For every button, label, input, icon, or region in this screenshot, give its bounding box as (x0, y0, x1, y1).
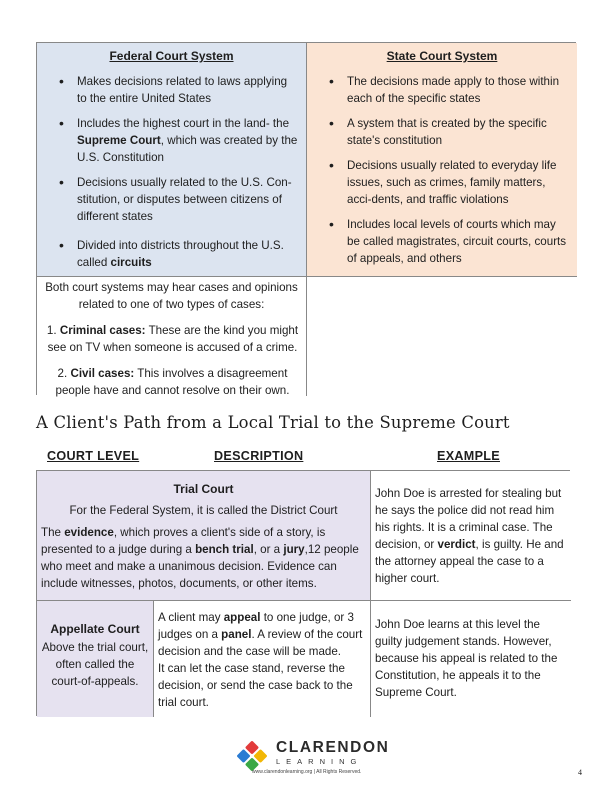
logo-piece (236, 749, 250, 763)
description-heading: DESCRIPTION (214, 449, 304, 463)
appellate-court-description: A client may appeal to one judge, or 3 judges on a panel. A review of the court decision and the case will be made. It can let the case stand, reverse the decision, or send the case back to the trial court. (154, 601, 371, 717)
empty-cell (307, 277, 577, 396)
list-item: • Includes local levels of courts which may be called magistrates, circuit courts, courts of appeals, and others (307, 216, 577, 267)
brand-name: CLARENDON (276, 739, 390, 756)
appellate-court-cell (37, 601, 154, 717)
federal-column (37, 43, 307, 277)
state-heading: State Court System (386, 49, 498, 63)
page-number: 4 (578, 768, 582, 777)
state-column (307, 43, 577, 277)
logo-piece (253, 749, 267, 763)
court-path-table (36, 470, 570, 716)
case-types-cell (37, 277, 307, 396)
example-heading: EXAMPLE (437, 449, 500, 463)
trial-court-description: The evidence, which proves a client's side of a story, is presented to a judge during a bench trial, or a jury,12 people who meet and make a unanimous decision. Evidence can include witnesses, photos, documents, or other items. (41, 526, 359, 590)
list-item: • Includes the highest court in the land- the Supreme Court, which was created by the U.S. Constitution (37, 115, 306, 166)
brand-url: www.clarendonlearning.org | All Rights Reserved. (252, 769, 362, 775)
state-list (307, 73, 577, 267)
trial-court-title: Trial Court (173, 482, 234, 496)
path-title: A Client's Path from a Local Trial to the Supreme Court (36, 413, 510, 432)
trial-court-example: John Doe is arrested for stealing but he says the police did not read him his rights. It is a criminal case. The decision, or verdict, is guilty. He and the attorney appeal the case to a higher court. (371, 471, 571, 601)
case-types-intro: Both court systems may hear cases and opinions related to one of two types of cases: (45, 281, 298, 311)
court-level-heading: COURT LEVEL (47, 449, 140, 463)
criminal-case: 1. Criminal cases: These are the kind you might see on TV when someone is accused of a crime. (46, 324, 299, 354)
federal-list (37, 73, 306, 271)
appellate-court-title: Appellate Court (50, 622, 140, 636)
list-item: • Divided into districts throughout the U.S. called circuits (37, 237, 306, 271)
list-item: • Makes decisions related to laws applying to the entire United States (37, 73, 306, 107)
court-comparison-table (36, 42, 576, 395)
list-item: • A system that is created by the specific state's constitution (307, 115, 577, 149)
list-item: • The decisions made apply to those within each of the specific states (307, 73, 577, 107)
federal-heading: Federal Court System (109, 49, 234, 63)
list-item: • Decisions usually related to everyday life issues, such as crimes, family matters, acci-dents, and traffic violations (307, 157, 577, 208)
trial-court-subtitle: For the Federal System, it is called the District Court (69, 504, 338, 517)
appellate-court-example: John Doe learns at this level the guilty judgement stands. However, because his appeal is related to the Constitution, he appeals it to the Supreme Court. (371, 601, 571, 717)
civil-case: 2. Civil cases: This involves a disagreement people have and cannot resolve on their own. (55, 367, 290, 397)
list-item: • Decisions usually related to the U.S. Con-stitution, or disputes between citizens of different states (37, 174, 306, 225)
brand-subtitle: LEARNING (276, 757, 363, 766)
appellate-court-subtitle: Above the trial court, often called the court-of-appeals. (41, 641, 149, 688)
trial-court-cell (37, 471, 371, 601)
